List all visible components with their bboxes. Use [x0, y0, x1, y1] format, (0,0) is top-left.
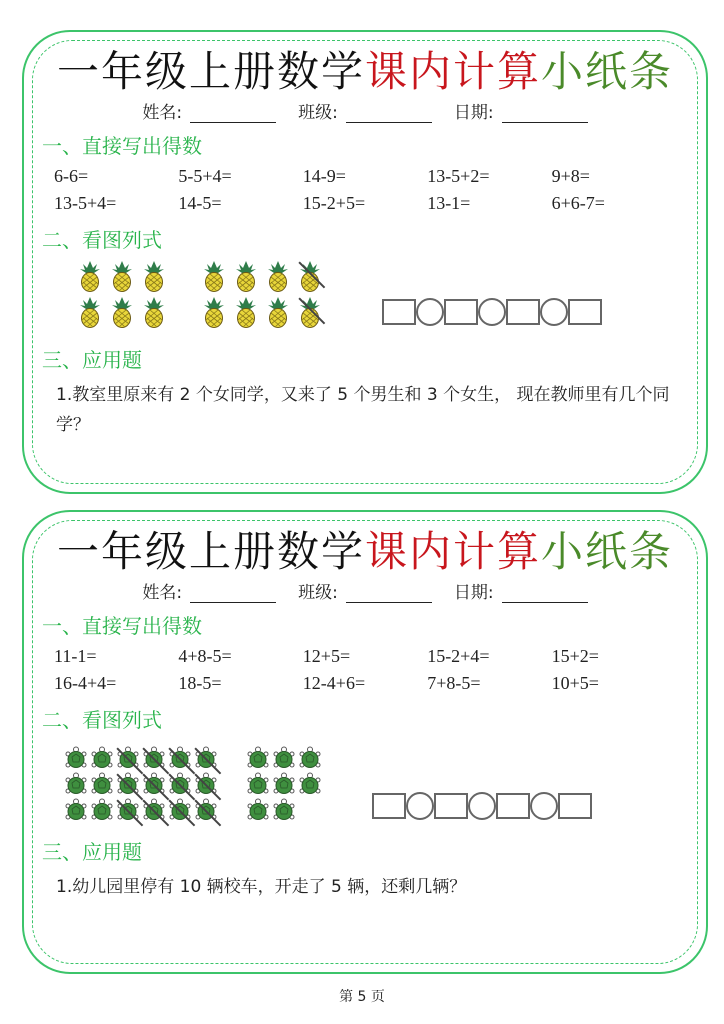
turtle-icon	[246, 746, 270, 770]
turtle-icon	[168, 772, 192, 796]
student-info-row	[24, 98, 706, 123]
turtle-icon	[142, 772, 166, 796]
problem: 16-4+4=	[54, 673, 117, 693]
turtle-icon	[298, 772, 322, 796]
turtle-icon	[194, 772, 218, 796]
problem: 12+5=	[302, 646, 351, 666]
student-info-row	[24, 578, 706, 603]
turtle-icon	[90, 746, 114, 770]
operator-circle[interactable]	[416, 298, 444, 326]
turtle-icon	[64, 798, 88, 822]
arithmetic-grid	[54, 166, 676, 214]
date-field[interactable]: 日期:	[454, 578, 588, 603]
name-field[interactable]: 姓名:	[142, 578, 276, 603]
problem: 5-5+4=	[178, 166, 232, 186]
operator-circle[interactable]	[540, 298, 568, 326]
pineapple-icon	[202, 296, 226, 328]
section-heading-3: 三、应用题	[42, 840, 142, 864]
pineapple-group-1	[78, 260, 166, 328]
pineapple-icon	[110, 260, 134, 292]
turtle-icon	[272, 798, 296, 822]
problem: 9+8=	[551, 166, 590, 186]
problem: 14-5=	[178, 193, 222, 213]
problem: 13-5+4=	[54, 193, 117, 213]
turtle-icon	[272, 772, 296, 796]
problem: 10+5=	[551, 673, 599, 693]
operator-circle[interactable]	[530, 792, 558, 820]
turtle-icon	[90, 798, 114, 822]
problem: 11-1=	[54, 646, 97, 666]
turtle-icon	[116, 772, 140, 796]
problem: 18-5=	[178, 673, 222, 693]
equation-boxes	[382, 298, 602, 326]
answer-box[interactable]	[444, 299, 478, 325]
pineapple-icon	[266, 296, 290, 328]
pineapple-icon	[266, 260, 290, 292]
turtle-icon	[194, 798, 218, 822]
answer-box[interactable]	[382, 299, 416, 325]
pineapple-icon	[234, 296, 258, 328]
pineapple-icon	[78, 260, 102, 292]
page-number: 第 5 页	[339, 989, 385, 1005]
name-field[interactable]: 姓名:	[142, 98, 276, 123]
problem: 13-5+2=	[427, 166, 490, 186]
problem: 15-2+4=	[427, 646, 490, 666]
pineapple-icon	[78, 296, 102, 328]
turtle-group-2	[246, 746, 322, 822]
word-problem: 1.幼儿园里停有 10 辆校车，开走了 5 辆，还剩几辆？	[56, 877, 467, 897]
answer-box[interactable]	[558, 793, 592, 819]
turtle-icon	[246, 772, 270, 796]
pineapple-icon	[110, 296, 134, 328]
section-heading-2: 二、看图列式	[42, 228, 162, 252]
problem: 12-4+6=	[302, 673, 366, 693]
class-field[interactable]: 班级:	[298, 578, 432, 603]
class-field[interactable]: 班级:	[298, 98, 432, 123]
turtle-icon	[298, 746, 322, 770]
pineapple-group-2	[202, 260, 322, 328]
problem: 6+6-7=	[551, 193, 605, 213]
operator-circle[interactable]	[406, 792, 434, 820]
answer-box[interactable]	[568, 299, 602, 325]
problem: 14-9=	[302, 166, 346, 186]
turtle-icon	[194, 746, 218, 770]
problem: 15-2+5=	[302, 193, 366, 213]
section-heading-3: 三、应用题	[42, 348, 142, 372]
turtle-group-1	[64, 746, 218, 822]
turtle-icon	[272, 746, 296, 770]
card-title: 一年级上册数学课内计算小纸条	[56, 47, 674, 96]
pineapple-icon	[202, 260, 226, 292]
turtle-icon	[246, 798, 270, 822]
pineapple-icon	[142, 296, 166, 328]
pineapple-icon	[142, 260, 166, 292]
answer-box[interactable]	[434, 793, 468, 819]
turtle-picture	[64, 746, 322, 822]
problem: 7+8-5=	[427, 673, 481, 693]
turtle-icon	[142, 798, 166, 822]
turtle-icon	[64, 746, 88, 770]
problem: 4+8-5=	[178, 646, 232, 666]
pineapple-icon	[298, 260, 322, 292]
pineapple-picture	[78, 260, 322, 328]
turtle-icon	[168, 746, 192, 770]
problem: 15+2=	[551, 646, 599, 666]
operator-circle[interactable]	[478, 298, 506, 326]
pineapple-icon	[298, 296, 322, 328]
arithmetic-grid	[54, 646, 676, 694]
pineapple-icon	[234, 260, 258, 292]
date-field[interactable]: 日期:	[454, 98, 588, 123]
turtle-icon	[116, 746, 140, 770]
card-title: 一年级上册数学课内计算小纸条	[56, 527, 674, 576]
turtle-icon	[142, 746, 166, 770]
worksheet-card-2	[22, 510, 708, 974]
word-problem: 1.教室里原来有 2 个女同学，又来了 5 个男生和 3 个女生， 现在教师里有几个同学？	[56, 385, 670, 435]
worksheet-card-1	[22, 30, 708, 494]
turtle-icon	[116, 798, 140, 822]
problem: 6-6=	[54, 166, 89, 186]
answer-box[interactable]	[372, 793, 406, 819]
equation-boxes	[372, 792, 592, 820]
problem: 13-1=	[427, 193, 471, 213]
answer-box[interactable]	[506, 299, 540, 325]
section-heading-2: 二、看图列式	[42, 708, 162, 732]
turtle-icon	[168, 798, 192, 822]
section-heading-1: 一、直接写出得数	[42, 134, 202, 158]
turtle-icon	[90, 772, 114, 796]
operator-circle[interactable]	[468, 792, 496, 820]
section-heading-1: 一、直接写出得数	[42, 614, 202, 638]
answer-box[interactable]	[496, 793, 530, 819]
turtle-icon	[64, 772, 88, 796]
